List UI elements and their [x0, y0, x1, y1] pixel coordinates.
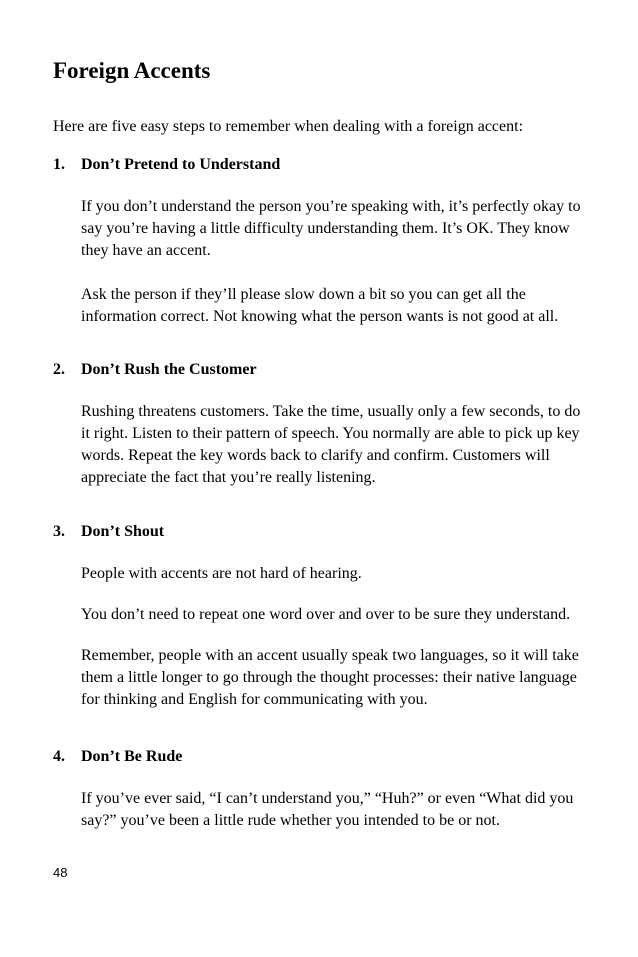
intro-paragraph: Here are five easy steps to remember when dealing with a foreign accent: — [53, 118, 524, 135]
section-paragraph: If you don’t understand the person you’re speaking with, it’s perfectly okay to say you’re having a little difficulty understanding them. It’s OK. They know they have an accent. — [81, 198, 581, 259]
section-title-text: Don’t Shout — [81, 523, 165, 540]
section-paragraph: If you’ve ever said, “I can’t understand you,” “Huh?” or even “What did you say?” you’ve been a little rude whether you intended to be or not. — [81, 790, 574, 829]
section-title — [53, 154, 593, 176]
section-title — [53, 521, 593, 543]
section-paragraph: Rushing threatens customers. Take the time, usually only a few seconds, to do it right. Listen to their pattern of speech. You normally are able to pick up key words. Repeat the key words back to clarify and confirm. Customers will appreciate the fact that you’re really listening. — [81, 403, 581, 486]
section-number: 4. — [53, 748, 65, 765]
section-title-text: Don’t Rush the Customer — [81, 361, 257, 378]
section-title — [53, 746, 593, 768]
section-paragraph: People with accents are not hard of hearing. — [81, 565, 362, 582]
page-number: 48 — [53, 865, 68, 880]
section-dont-rush — [53, 359, 593, 489]
section-paragraph: You don’t need to repeat one word over and over to be sure they understand. — [81, 606, 571, 623]
section-paragraph: Ask the person if they’ll please slow down a bit so you can get all the information correct. Not knowing what the person wants is not good at all. — [81, 286, 559, 325]
section-dont-pretend — [53, 154, 593, 328]
section-number: 2. — [53, 361, 65, 378]
section-title-text: Don’t Be Rude — [81, 748, 183, 765]
section-title-text: Don’t Pretend to Understand — [81, 156, 281, 173]
page-title: Foreign Accents — [53, 58, 211, 83]
section-number: 3. — [53, 523, 65, 540]
section-paragraph: Remember, people with an accent usually speak two languages, so it will take them a little longer to go through the thought processes: their native language for thinking and English for communicating with you. — [81, 647, 579, 708]
section-title — [53, 359, 593, 381]
section-dont-shout — [53, 521, 593, 711]
section-dont-be-rude — [53, 746, 593, 832]
section-number: 1. — [53, 156, 65, 173]
